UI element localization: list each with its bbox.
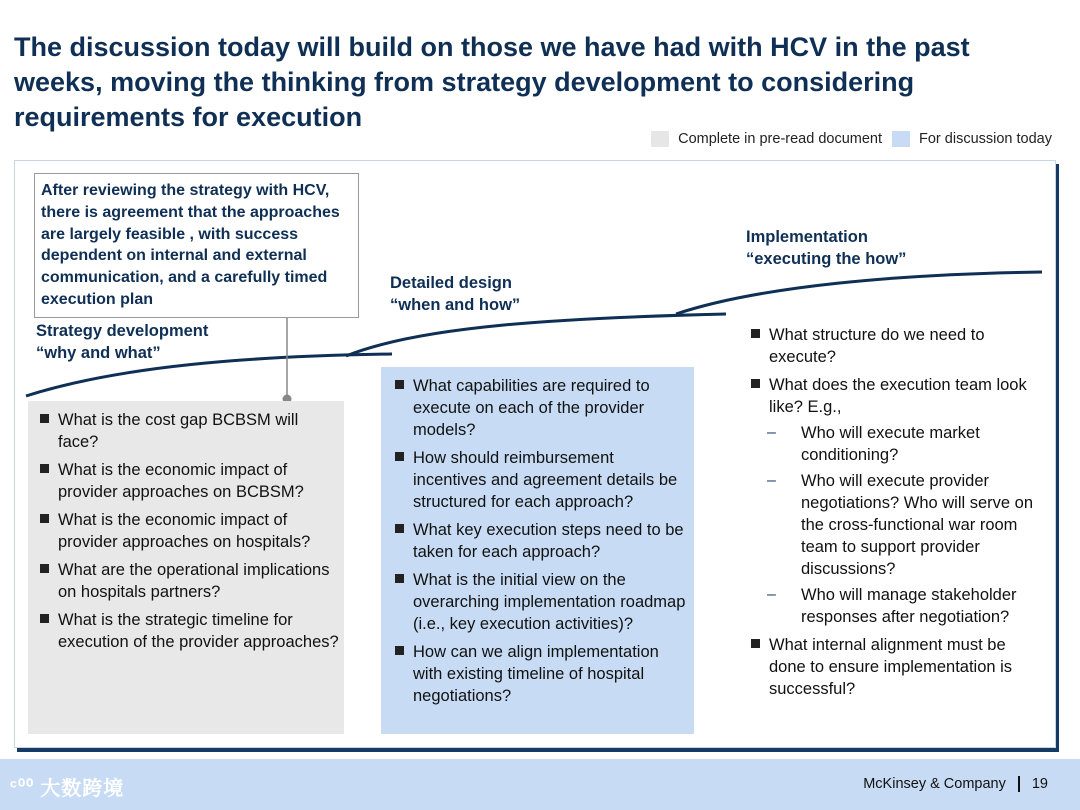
dash-bullet-icon: – <box>767 424 776 441</box>
strategy-questions-list <box>40 409 340 659</box>
stage-implementation-sub: “executing the how” <box>746 250 907 268</box>
bullet-square-icon <box>40 414 49 423</box>
legend-complete-label: Complete in pre-read document <box>678 131 883 147</box>
bullet-square-icon <box>395 452 404 461</box>
implementation-questions-list <box>751 324 1046 706</box>
sub-list-item: – Who will manage stakeholder responses after negotiation? <box>767 586 1017 626</box>
bullet-square-icon <box>40 514 49 523</box>
page-number: 19 <box>1031 776 1048 792</box>
page-title: The discussion today will build on those we have had with HCV in the past weeks, moving the thinking from strategy development to considering requirements for execution <box>14 32 970 132</box>
stage-design-name: Detailed design <box>390 274 512 292</box>
bullet-square-icon <box>40 614 49 623</box>
list-item: What is the initial view on the overarching implementation roadmap (i.e., key execution activities)? <box>395 569 690 635</box>
dash-bullet-icon: – <box>767 586 776 603</box>
bullet-square-icon <box>395 524 404 533</box>
design-questions-list <box>395 375 690 713</box>
list-item: What is the strategic timeline for execution of the provider approaches? <box>40 609 340 653</box>
bullet-square-icon <box>751 329 760 338</box>
footer-company <box>863 776 1048 792</box>
callout-box: After reviewing the strategy with HCV, there is agreement that the approaches are largely feasible , with success dependent on internal and external communication, and a carefully timed execution plan <box>34 173 359 318</box>
stage-design-sub: “when and how” <box>390 296 521 314</box>
curve-design <box>346 314 726 356</box>
execution-team-sublist <box>767 422 1046 628</box>
footer-separator <box>1018 776 1020 792</box>
bullet-square-icon <box>751 379 760 388</box>
list-item: What does the execution team look like? E.g., – Who will execute market conditioning? – Who will execute provider negotiations? Who will serve on the cross-functional war room team to support provider discussions? – Who will manage stakeholder responses after negotiation? <box>751 374 1046 628</box>
list-item: What is the economic impact of provider approaches on BCBSM? <box>40 459 340 503</box>
bullet-square-icon <box>40 564 49 573</box>
stage-strategy-label <box>36 320 208 364</box>
stage-strategy-name: Strategy development <box>36 322 209 340</box>
stage-implementation-label <box>746 226 906 270</box>
list-item: What key execution steps need to be taken for each approach? <box>395 519 690 563</box>
company-name: McKinsey & Company <box>863 776 1006 792</box>
watermark-logo-icon: ᶜ⁰⁰ <box>10 776 35 796</box>
list-item: What is the economic impact of provider approaches on hospitals? <box>40 509 340 553</box>
stage-design-label <box>390 272 520 316</box>
stage-strategy-sub: “why and what” <box>36 344 161 362</box>
stage-implementation-name: Implementation <box>746 228 868 246</box>
list-item: What are the operational implications on hospitals partners? <box>40 559 340 603</box>
list-item: What capabilities are required to execute on each of the provider models? <box>395 375 690 441</box>
footer-bar <box>0 759 1080 810</box>
bullet-square-icon <box>40 464 49 473</box>
bullet-square-icon <box>395 380 404 389</box>
sub-list-item: – Who will execute market conditioning? <box>767 424 980 464</box>
bullet-square-icon <box>751 639 760 648</box>
list-item: What structure do we need to execute? <box>751 324 1046 368</box>
watermark-text: 大数跨境 <box>40 778 125 800</box>
dash-bullet-icon: – <box>767 472 776 489</box>
list-item: How can we align implementation with existing timeline of hospital negotiations? <box>395 641 690 707</box>
list-item: What internal alignment must be done to ensure implementation is successful? <box>751 634 1046 700</box>
bullet-square-icon <box>395 574 404 583</box>
legend-discussion-label: For discussion today <box>919 131 1052 147</box>
list-item: How should reimbursement incentives and agreement details be structured for each approach? <box>395 447 690 513</box>
watermark <box>10 772 124 801</box>
sub-list-item: – Who will execute provider negotiations? Who will serve on the cross-functional war room team to support provider discussions? <box>767 472 1034 578</box>
curve-implementation <box>676 272 1042 314</box>
bullet-square-icon <box>395 646 404 655</box>
list-item: What is the cost gap BCBSM will face? <box>40 409 340 453</box>
